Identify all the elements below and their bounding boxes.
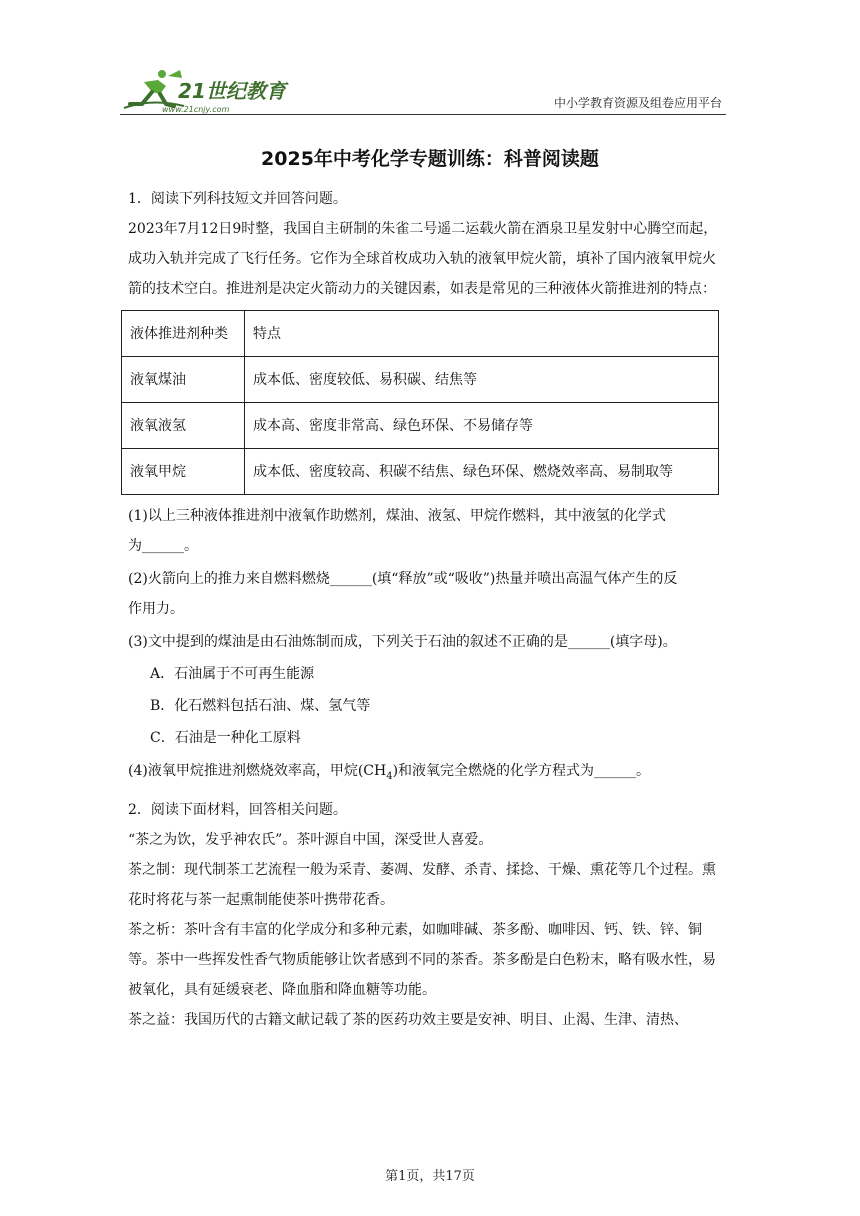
document-body (128, 184, 728, 1035)
q1-sub1-line2: 为______。 (128, 538, 198, 554)
page-title: 2025年中考化学专题训练：科普阅读题 (261, 148, 599, 170)
table-header-row (122, 311, 719, 357)
propellant-table (121, 310, 719, 495)
q2-intro: 2．阅读下面材料，回答相关问题。 (128, 801, 347, 818)
table-cell: 成本高、密度非常高、绿色环保、不易储存等 (245, 403, 719, 449)
table-cell: 液氧煤油 (122, 357, 245, 403)
q2-tea-analysis: 茶之析：茶叶含有丰富的化学成分和多种元素，如咖啡碱、茶多酚、咖啡因、钙、铁、锌、铜等。茶中一些挥发性香气物质能够让饮者感到不同的茶香。茶多酚是白色粉末，略有吸水性，易被氧化，具有延缓衰老、降血脂和降血糖等功能。 (128, 921, 716, 998)
site-logo[interactable] (122, 68, 292, 114)
logo-url: www.21cnjy.com (162, 105, 230, 114)
q1-sub4-subscript: 4 (386, 770, 393, 782)
q1-sub4-post: )和液氧完全燃烧的化学方程式为______。 (392, 763, 651, 779)
platform-label: 中小学教育资源及组卷应用平台 (553, 96, 722, 110)
page-number: 第1页，共17页 (385, 1169, 475, 1184)
q1-sub2-line2: 作用力。 (128, 601, 184, 617)
table-cell: 成本低、密度较高、积碳不结焦、绿色环保、燃烧效率高、易制取等 (245, 449, 719, 495)
page-header (120, 64, 726, 115)
q1-sub3: (3)文中提到的煤油是由石油炼制而成，下列关于石油的叙述不正确的是______(填字母)。 (128, 634, 677, 650)
table-cell: 液氧液氢 (122, 403, 245, 449)
q1-sub1-line1: (1)以上三种液体推进剂中液氧作助燃剂，煤油、液氢、甲烷作燃料，其中液氢的化学式 (128, 508, 666, 524)
table-header-cell: 液体推进剂种类 (122, 311, 245, 357)
q1-intro: 1．阅读下列科技短文并回答问题。 (128, 191, 347, 207)
table-header-cell: 特点 (245, 311, 719, 357)
option-c: C．石油是一种化工原料 (150, 730, 301, 746)
option-a: A．石油属于不可再生能源 (150, 666, 315, 682)
q2-tea-benefit: 茶之益：我国历代的古籍文献记载了茶的医药功效主要是安神、明目、止渴、生津、清热、 (128, 1011, 688, 1028)
q1-passage: 2023年7月12日9时整，我国自主研制的朱雀二号遥二运载火箭在酒泉卫星发射中心腾空而起，成功入轨并完成了飞行任务。它作为全球首枚成功入轨的液氧甲烷火箭，填补了国内液氧甲烷火箭的技术空白。推进剂是决定火箭动力的关键因素，如表是常见的三种液体火箭推进剂的特点： (128, 221, 718, 297)
q1-sub4 (128, 756, 728, 792)
q1-sub2-line1: (2)火箭向上的推力来自燃料燃烧______(填“释放”或“吸收”)热量并喷出高温气体产生的反 (128, 571, 678, 587)
q2-tea-making: 茶之制：现代制茶工艺流程一般为采青、萎凋、发酵、杀青、揉捻、干燥、熏花等几个过程。熏花时将花与茶一起熏制能使茶叶携带花香。 (128, 861, 716, 908)
runner-logo-icon (122, 68, 292, 114)
table-cell: 液氧甲烷 (122, 449, 245, 495)
table-row (122, 403, 719, 449)
q2-quote: “茶之为饮，发乎神农氏”。茶叶源自中国，深受世人喜爱。 (128, 831, 493, 848)
q1-sub4-pre: (4)液氧甲烷推进剂燃烧效率高，甲烷(CH (128, 763, 387, 779)
table-row (122, 449, 719, 495)
logo-text: 21世纪教育 (178, 79, 286, 103)
option-b: B．化石燃料包括石油、煤、氢气等 (150, 698, 371, 714)
table-row (122, 357, 719, 403)
table-cell: 成本低、密度较低、易积碳、结焦等 (245, 357, 719, 403)
